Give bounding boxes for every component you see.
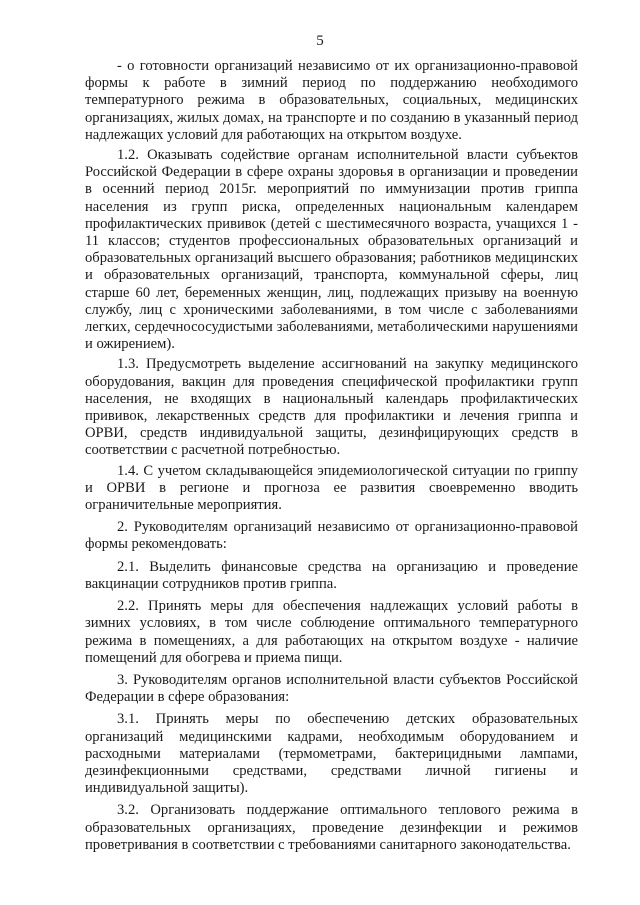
paragraph-1-2: 1.2. Оказывать содействие органам исполнительной власти субъектов Российской Федерации в сфере охраны здоровья в организации и проведении в осенний период 2015г. мероприятий по иммунизации против гриппа населения из групп риска, определенных национальным календарем профилактических прививок (детей с шестимесячного возраста, учащихся 1 - 11 классов; студентов профессиональных образовательных организаций и образовательных организаций высшего образования; работников медицинских и образовательных организаций, транспорта, коммунальной сферы, лиц старше 60 лет, беременных женщин, лиц, подлежащих призыву на военную службу, лиц с хроническими заболеваниями, в том числе с заболеваниями легких, сердечнососудистыми заболеваниями, метаболическими нарушениями и ожирением). [85, 147, 578, 353]
paragraph-2-1: 2.1. Выделить финансовые средства на организацию и проведение вакцинации сотрудников против гриппа. [85, 558, 578, 592]
page-number: 5 [316, 33, 324, 49]
paragraph-3: 3. Руководителям органов исполнительной власти субъектов Российской Федерации в сфере образования: [85, 671, 578, 706]
paragraph-3-1: 3.1. Принять меры по обеспечению детских образовательных организаций медицинскими кадрами, необходимым оборудованием и расходными материалами (термометрами, бактерицидными лампами, дезинфекционными средствами, средствами личной гигиены и индивидуальной защиты). [85, 711, 578, 797]
paragraph-2-2: 2.2. Принять меры для обеспечения надлежащих условий работы в зимних условиях, в том числе соблюдение оптимального температурного режима в помещениях, а для работающих на открытом воздухе - наличие помещений для обогрева и приема пищи. [85, 598, 578, 666]
paragraph-1-3: 1.3. Предусмотреть выделение ассигнований на закупку медицинского оборудования, вакцин для проведения специфической профилактики групп населения, не входящих в национальный календарь профилактических прививок, лекарственных средств для профилактики и лечения гриппа и ОРВИ, средств индивидуальной защиты, дезинфицирующих средств в соответствии с расчетной потребностью. [85, 356, 578, 459]
paragraph-3-2: 3.2. Организовать поддержание оптимального теплового режима в образовательных организациях, проведение дезинфекции и режимов проветривания в соответствии с требованиями санитарного законодательства. [85, 802, 578, 853]
paragraph-2: 2. Руководителям организаций независимо от организационно-правовой формы рекомендовать: [85, 519, 578, 553]
paragraph-1-4: 1.4. С учетом складывающейся эпидемиологической ситуации по гриппу и ОРВИ в регионе и прогноза ее развития своевременно вводить ограничительные мероприятия. [85, 462, 578, 514]
paragraph-readiness-item: - о готовности организаций независимо от их организационно-правовой формы к работе в зимний период по поддержанию необходимого температурного режима в образовательных, социальных, медицинских организациях, жилых домах, на транспорте и по созданию в указанный период надлежащих условий для работающих на открытом воздухе. [85, 58, 578, 143]
document-body [85, 58, 578, 854]
